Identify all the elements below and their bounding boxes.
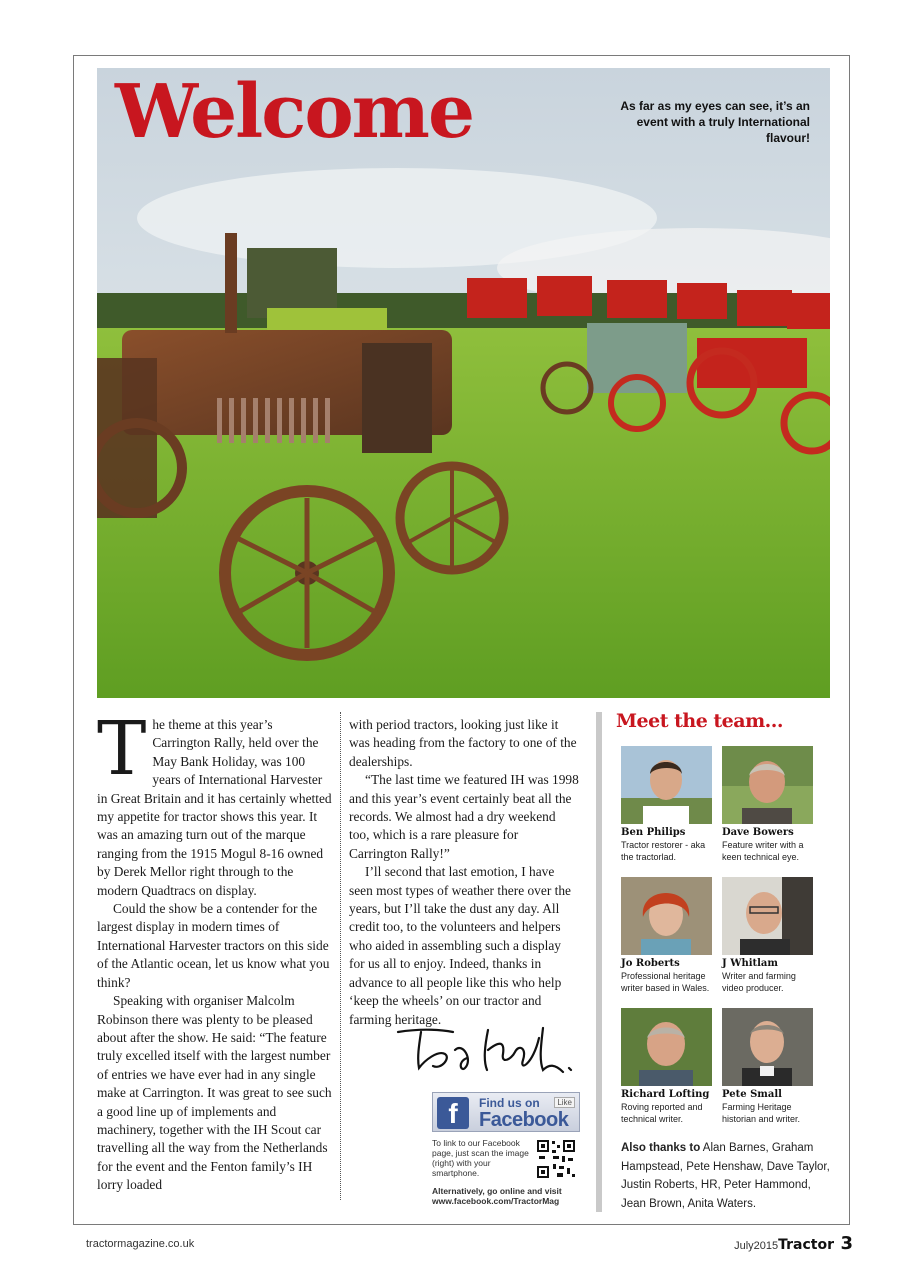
magazine-name: Tractor (778, 1237, 835, 1253)
article-paragraph: I’ll second that last emotion, I have seen most types of weather there over the years, but I’ll take the dust any day. All credit too, to the volunteers and helpers who aided in assembling such a display for us all to enjoy. Indeed, thanks in advance to all people like this who help ‘keep the wheels’ on our tractor and farming heritage. (349, 864, 571, 1027)
footer-website[interactable]: tractormagazine.co.uk (86, 1238, 195, 1250)
thanks-label: Also thanks to (621, 1142, 701, 1154)
member-name: Jo Roberts (621, 958, 680, 969)
article-paragraph: with period tractors, looking just like it was heading from the factory to one of the dealerships. (349, 717, 577, 769)
footer-folio (734, 1233, 853, 1254)
member-name: J Whitlam (722, 958, 778, 969)
member-name: Ben Philips (621, 827, 686, 838)
facebook-icon: f (437, 1097, 469, 1129)
member-role: Professional heritage writer based in Wales. (621, 971, 710, 993)
team-member (621, 1008, 716, 1125)
qr-code-icon[interactable] (535, 1138, 577, 1180)
facebook-wordmark: Facebook (479, 1109, 569, 1131)
article-column-1 (97, 706, 332, 1195)
team-title: Meet the team... (616, 710, 784, 732)
facebook-like-button[interactable]: Like (554, 1097, 575, 1108)
column-divider (340, 712, 341, 1200)
avatar (621, 1008, 712, 1086)
member-role: Feature writer with a keen technical eye. (722, 840, 804, 862)
team-member (722, 1008, 817, 1125)
article-paragraph: “The last time we featured IH was 1998 and this year’s event certainly beat all the records. We almost had a dry weekend too, which is a rare pleasure for Carrington Rally!” (349, 772, 579, 861)
member-role: Tractor restorer - aka the tractorlad. (621, 840, 706, 862)
facebook-instructions: To link to our Facebook page, just scan the image (right) with your smartphone. (432, 1138, 529, 1178)
member-role: Farming Heritage historian and writer. (722, 1102, 801, 1124)
page-title: Welcome (115, 69, 474, 155)
article-paragraph: Speaking with organiser Malcolm Robinson there was plenty to be pleased about after the show. He said: “The feature truly excelled itself with the largest number of entries we have ever had in any single make at Carrington. It was great to see such a good line up of implements and machinery, together with the IH Scout car travelling all the way from the Netherlands for the event and the Fenton family’s IH lorry loaded (97, 993, 332, 1193)
member-name: Dave Bowers (722, 827, 794, 838)
avatar (621, 746, 712, 824)
avatar (722, 746, 813, 824)
editor-signature (393, 1020, 578, 1084)
team-member (722, 877, 817, 994)
thanks-names: Alan Barnes, Graham Hampstead, Pete Henshaw, Dave Taylor, Justin Roberts, HR, Peter Hammond, Jean Brown, Anita Waters. (621, 1142, 830, 1210)
team-member (722, 746, 817, 863)
member-role: Roving reported and technical writer. (621, 1102, 703, 1124)
also-thanks (621, 1139, 833, 1213)
facebook-url[interactable]: Alternatively, go online and visit www.facebook.com/TractorMag (432, 1186, 562, 1206)
article-column-2 (349, 716, 579, 1029)
avatar (621, 877, 712, 955)
page-number: 3 (840, 1233, 853, 1254)
article-paragraph: Could the show be a contender for the largest display in modern times of International Harvester tractors on this side of the Atlantic ocean, let us know what you think? (97, 901, 330, 990)
member-name: Richard Lofting (621, 1089, 710, 1100)
sidebar-accent-bar (596, 712, 602, 1212)
issue-date: July2015 (734, 1240, 779, 1252)
facebook-find-us: Find us on (479, 1096, 540, 1110)
facebook-banner[interactable] (432, 1092, 580, 1132)
facebook-promo[interactable] (432, 1092, 580, 1210)
team-member (621, 746, 716, 863)
member-role: Writer and farming video producer. (722, 971, 796, 993)
article-paragraph: he theme at this year’s Carrington Rally, held over the May Bank Holiday, was 100 years of International Harvester in Great Britain and it has certainly whetted my appetite for tractor shows this year. It was an amazing turn out of the marque ranging from the 1915 Mogul 8-16 owned by Derek Mellor right through to the modern Quadtracs on display. (97, 717, 332, 898)
avatar (722, 1008, 813, 1086)
standfirst: As far as my eyes can see, it’s an event with a truly International flavour! (620, 99, 810, 145)
member-name: Pete Small (722, 1089, 782, 1100)
drop-cap: T (97, 706, 147, 792)
hero-photo (97, 68, 830, 698)
avatar (722, 877, 813, 955)
team-member (621, 877, 716, 994)
